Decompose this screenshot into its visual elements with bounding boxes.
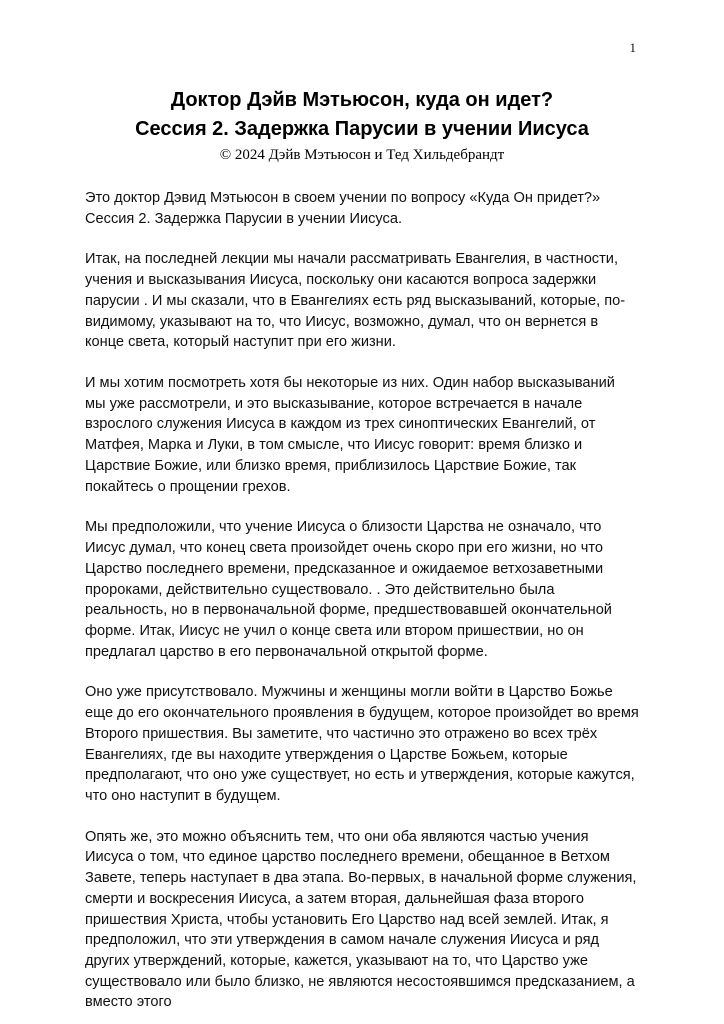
document-title xyxy=(85,86,639,144)
paragraph: Это доктор Дэвид Мэтьюсон в своем учении по вопросу «Куда Он придет?» Сессия 2. Задержка Парусии в учении Иисуса. xyxy=(85,190,601,227)
document-body xyxy=(85,188,639,1013)
paragraph: Итак, на последней лекции мы начали рассматривать Евангелия, в частности, учения и высказывания Иисуса, поскольку они касаются вопроса задержки парусии . И мы сказали, что в Евангелиях есть ряд высказываний, которые, по-видимому, указывают на то, что Иисус, возможно, думал, что он вернется в конце света, который наступит при его жизни. xyxy=(85,251,626,351)
document-title-line2: Сессия 2. Задержка Парусии в учении Иисуса xyxy=(135,118,589,140)
page-number: 1 xyxy=(629,40,636,55)
paragraph: И мы хотим посмотреть хотя бы некоторые из них. Один набор высказываний мы уже рассмотрели, и это высказывание, которое встречается в начале взрослого служения Иисуса в каждом из трех синоптических Евангелий, от Матфея, Марка и Луки, в том смысле, что Иисус говорит: время близко и Царствие Божие, или близко время, приблизилось Царствие Божие, так покайтесь о прощении грехов. xyxy=(85,375,615,495)
paragraph: Оно уже присутствовало. Мужчины и женщины могли войти в Царство Божье еще до его окончательного проявления в будущем, которое произойдет во время Второго пришествия. Вы заметите, что частично это отражено во всех трёх Евангелиях, где вы находите утверждения о Царстве Божьем, которые предполагают, что оно уже существует, но есть и утверждения, которые кажутся, что оно наступит в будущем. xyxy=(85,684,639,804)
paragraph: Опять же, это можно объяснить тем, что они оба являются частью учения Иисуса о том, что единое царство последнего времени, обещанное в Ветхом Завете, теперь наступает в два этапа. Во-первых, в начальной форме служения, смерти и воскресения Иисуса, а затем вторая, дальнейшая фаза второго пришествия Христа, чтобы установить Его Царство над всей землей. Итак, я предположил, что эти утверждения в самом начале служения Иисуса и ряд других утверждений, которые, кажется, указывают на то, что Царство уже существовало или было близко, не являются несостоявшимся предсказанием, а вместо этого xyxy=(85,828,637,1011)
paragraph: Мы предположили, что учение Иисуса о близости Царства не означало, что Иисус думал, что конец света произойдет очень скоро при его жизни, но что Царство последнего времени, предсказанное и ожидаемое ветхозаветными пророками, действительно существовало. . Это действительно была реальность, но в первоначальной форме, предшествовавшей окончательной форме. Итак, Иисус не учил о конце света или втором пришествии, но он предлагал царство в его первоначальной открытой форме. xyxy=(85,519,612,660)
document-title-line1: Доктор Дэйв Мэтьюсон, куда он идет? xyxy=(170,89,554,111)
copyright-line: © 2024 Дэйв Мэтьюсон и Тед Хильдебрандт xyxy=(219,147,505,163)
